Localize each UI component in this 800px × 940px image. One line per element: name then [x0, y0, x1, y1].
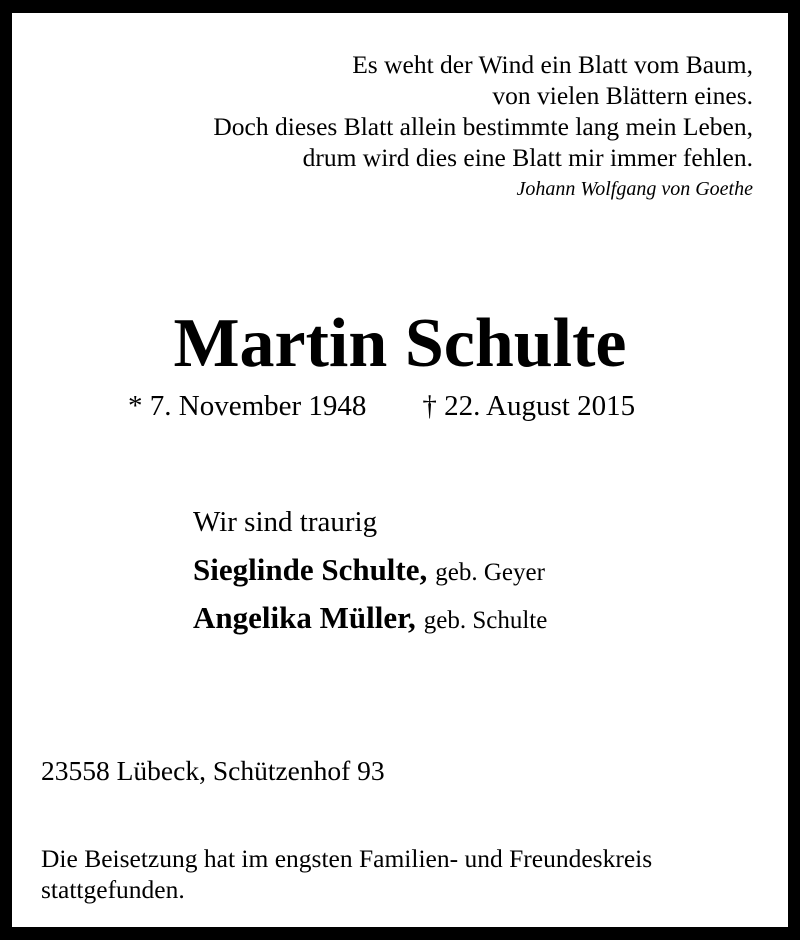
relatives-list: [193, 549, 547, 645]
relative-birth-name: geb. Geyer: [435, 559, 545, 586]
relative-entry: [193, 597, 547, 645]
mourning-text: Wir sind traurig: [193, 506, 378, 538]
poem-line: Es weht der Wind ein Blatt vom Baum,: [352, 50, 753, 79]
deceased-name: Martin Schulte: [173, 305, 627, 382]
birth-date: * 7. November 1948: [128, 390, 367, 422]
poem-line: von vielen Blättern eines.: [492, 81, 753, 110]
funeral-notice: Die Beisetzung hat im engsten Familien- und Freundeskreis stattgefunden.: [41, 844, 653, 904]
poem-line: Doch dieses Blatt allein bestimmte lang mein Leben,: [213, 112, 753, 141]
poem-author: Johann Wolfgang von Goethe: [516, 178, 753, 200]
relative-name: Sieglinde Schulte,: [193, 552, 428, 587]
death-date: † 22. August 2015: [422, 390, 636, 422]
relative-entry: [193, 549, 547, 597]
address: 23558 Lübeck, Schützenhof 93: [41, 755, 385, 786]
poem-line: drum wird dies eine Blatt mir immer fehlen.: [302, 143, 753, 172]
life-dates: [128, 386, 635, 426]
poem-quote: [213, 49, 753, 202]
relative-birth-name: geb. Schulte: [423, 607, 548, 634]
relative-name: Angelika Müller,: [193, 600, 416, 635]
